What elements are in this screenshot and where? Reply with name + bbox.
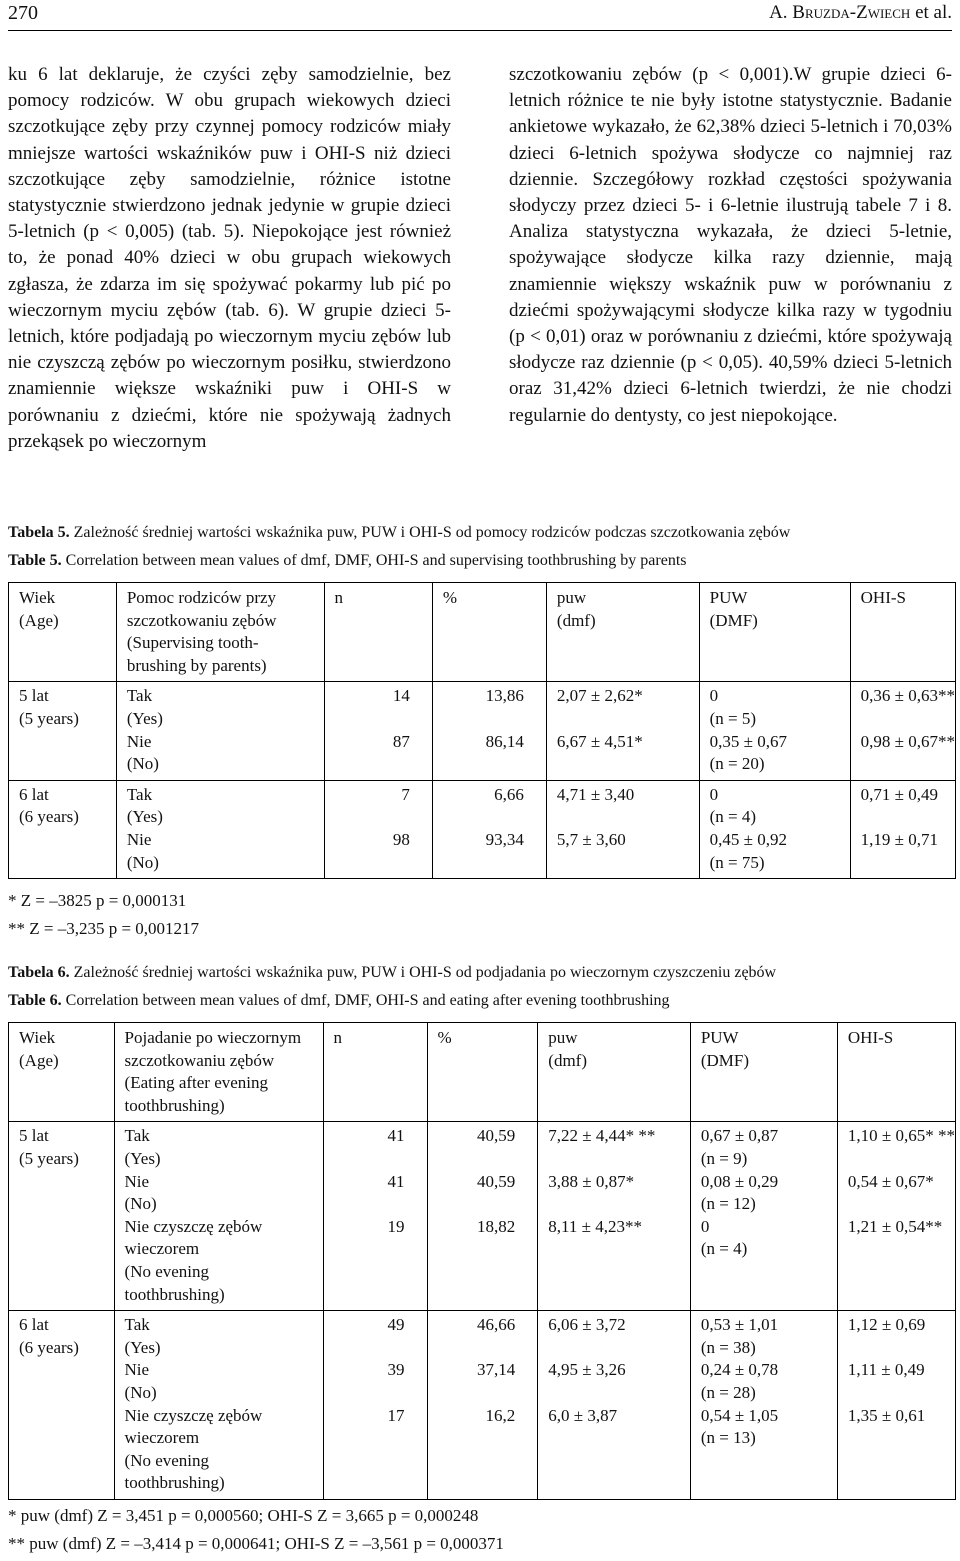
body-text-right-column: szczotkowaniu zębów (p < 0,001).W grupie dzieci 6-letnich różnice te nie były istotne statystycznie. Badanie ankietowe wykazało, że 62,38% dzieci 5-letnich i 70,03% dzieci 6-letnich spożywa słodycze co najmniej raz dziennie. Szczegółowy rozkład częstości spożywania słodyczy przez dzieci 5- i 6-letnie ilustrują tabele 7 i 8. Analiza statystyczna wykazała, że dzieci 5-letnie, spożywające słodycze kilka razy dziennie, mają znamiennie większy wskaźnik puw w porównaniu z dziećmi spożywającymi słodycze kilka razy w tygodniu (p < 0,01) oraz w porównaniu z dziećmi, które spożywają słodycze raz dziennie (p < 0,05). 40,59% dzieci 5-letnich oraz 31,42% dzieci 6-letnich twierdzi, że nie chodzi regularnie do dentysty, co jest niepokojące. xyxy=(509,64,952,426)
cell-line: 0,45 ± 0,92 xyxy=(709,829,787,849)
cell-line: 0,35 ± 0,67 xyxy=(709,731,787,751)
table-row xyxy=(9,1122,956,1311)
cell-line: 19 xyxy=(387,1216,405,1236)
cell-PUW xyxy=(699,682,850,780)
table6-caption-en: Table 6. Correlation between mean values of dmf, DMF, OHI-S and eating after evening toothbrushing xyxy=(8,992,670,1009)
cell-line: 46,66 xyxy=(477,1315,516,1335)
table-header-row xyxy=(9,583,956,682)
header-cell-line: puw xyxy=(556,588,587,607)
cell-line: 1,19 ± 0,71 xyxy=(860,829,938,849)
cell-line: 0,54 ± 0,67* xyxy=(847,1171,934,1191)
cell-line: 93,34 xyxy=(485,829,524,849)
cell-line xyxy=(324,1148,405,1171)
header-cell-age xyxy=(9,583,117,682)
header-cell-line: PUW xyxy=(700,1028,739,1047)
cell-age xyxy=(9,682,117,780)
header-cell-ohis xyxy=(850,583,955,682)
table5-note-1: * Z = –3825 p = 0,000131 xyxy=(8,891,187,910)
cell-line: 6,66 xyxy=(494,784,524,804)
cell-line: 39 xyxy=(387,1360,405,1380)
cell-line xyxy=(548,1337,690,1360)
cell-line: 86,14 xyxy=(485,731,524,751)
header-cell-percent xyxy=(427,1023,538,1122)
table6-note-1: * puw (dmf) Z = 3,451 p = 0,000560; OHI-S Z = 3,665 p = 0,000248 xyxy=(8,1506,479,1525)
cell-line: Tak xyxy=(124,1315,150,1335)
cell-line: toothbrushing) xyxy=(124,1284,225,1304)
cell-line: 1,10 ± 0,65* ** xyxy=(847,1126,955,1146)
cell-line xyxy=(861,806,955,829)
cell-line xyxy=(428,1382,516,1405)
header-cell-line: (DMF) xyxy=(700,1050,749,1070)
cell-line xyxy=(848,1193,955,1216)
header-cell-line: Wiek xyxy=(19,588,56,607)
header-cell-n xyxy=(324,583,432,682)
cell-puw xyxy=(546,682,699,780)
cell-age xyxy=(9,780,117,878)
cell-answer xyxy=(114,1311,323,1500)
cell-line xyxy=(428,1337,516,1360)
cell-line xyxy=(848,1337,955,1360)
cell-line: (No evening xyxy=(124,1450,210,1470)
cell-line: (Yes) xyxy=(126,708,163,728)
cell-line xyxy=(433,708,524,731)
cell-line xyxy=(324,1450,405,1473)
cell-line: (5 years) xyxy=(19,708,79,728)
cell-puw xyxy=(538,1122,691,1311)
cell-line: 0,08 ± 0,29 xyxy=(700,1171,779,1191)
cell-line: 0,71 ± 0,49 xyxy=(860,784,938,804)
cell-line: (n = 38) xyxy=(700,1337,756,1357)
cell-line: (n = 5) xyxy=(709,708,757,728)
cell-line: 6,0 ± 3,87 xyxy=(548,1405,618,1425)
header-cell-line: Pojadanie po wieczornym xyxy=(124,1028,302,1047)
cell-line: Nie xyxy=(124,1360,150,1380)
table5-note-2: ** Z = –3,235 p = 0,001217 xyxy=(8,919,200,938)
cell-line: wieczorem xyxy=(124,1239,200,1259)
cell-PUW xyxy=(699,780,850,878)
header-cell-line: PUW xyxy=(709,588,748,607)
cell-answer xyxy=(116,780,324,878)
cell-line: Tak xyxy=(126,784,153,804)
cell-line: (n = 4) xyxy=(709,807,757,827)
cell-line: 6 lat xyxy=(19,1315,49,1335)
cell-line: (Yes) xyxy=(124,1337,161,1357)
cell-percent xyxy=(427,1122,538,1311)
cell-line: Tak xyxy=(126,686,153,706)
page-number: 270 xyxy=(8,2,38,24)
header-cell-line: n xyxy=(334,588,344,607)
cell-line xyxy=(557,806,699,829)
cell-line xyxy=(325,708,410,731)
cell-line: 0 xyxy=(709,784,719,804)
cell-line xyxy=(428,1450,516,1473)
cell-line xyxy=(848,1261,955,1284)
cell-n xyxy=(324,682,432,780)
cell-line: Nie czyszczę zębów xyxy=(124,1216,263,1236)
cell-line xyxy=(428,1472,516,1495)
cell-age xyxy=(9,1122,115,1311)
cell-line: (6 years) xyxy=(19,807,79,827)
cell-line: 1,12 ± 0,69 xyxy=(847,1315,926,1335)
header-cell-line: % xyxy=(442,588,458,607)
table5 xyxy=(8,582,956,879)
cell-line: wieczorem xyxy=(124,1428,200,1448)
cell-line xyxy=(428,1284,516,1307)
cell-line: toothbrushing) xyxy=(124,1473,225,1493)
cell-line xyxy=(548,1450,690,1473)
cell-line xyxy=(433,753,524,776)
cell-line: 41 xyxy=(387,1171,405,1191)
cell-line: 18,82 xyxy=(477,1216,516,1236)
cell-line: (n = 28) xyxy=(700,1382,756,1402)
header-cell-age xyxy=(9,1023,115,1122)
cell-line: (n = 9) xyxy=(700,1148,748,1168)
cell-line xyxy=(701,1450,837,1473)
header-cell-line: Pomoc rodziców przy xyxy=(126,588,277,607)
cell-line: (Yes) xyxy=(126,807,163,827)
cell-line xyxy=(428,1261,516,1284)
cell-line xyxy=(324,1427,405,1450)
cell-puw xyxy=(546,780,699,878)
cell-line: 0 xyxy=(700,1216,710,1236)
cell-line xyxy=(557,708,699,731)
cell-line: Nie xyxy=(126,829,152,849)
cell-percent xyxy=(432,682,546,780)
cell-line: 8,11 ± 4,23** xyxy=(548,1216,642,1236)
cell-ohis xyxy=(837,1122,955,1311)
body-text-left-column: ku 6 lat deklaruje, że czyści zęby samodzielnie, bez pomocy rodziców. W obu grupach wiekowych dzieci szczotkujące zęby przy czynnej pomocy rodziców miały mniejsze wartości wskaźników puw i OHI-S niż dzieci szczotkujące zęby samodzielnie, różnice istotne statystycznie stwierdzono jednak jedynie w grupie dzieci 5-letnich (p < 0,005) (tab. 5). Niepokojące jest również to, że ponad 40% dzieci w obu grupach wiekowych zgłasza, że zdarza im się spożywać pokarmy lub pić po wieczornym myciu zębów (tab. 6). W grupie dzieci 5-letnich, które podjadają po wieczornym myciu zębów lub nie czyszczą zębów po wieczornym posiłku, stwierdzono znamiennie większe wskaźniki puw i OHI-S w porównaniu z dziećmi, które nie spożywają żadnych przekąsek po wieczornym xyxy=(8,64,451,452)
header-cell-puw xyxy=(546,583,699,682)
cell-line: 6,06 ± 3,72 xyxy=(548,1315,626,1335)
cell-line: Nie czyszczę zębów xyxy=(124,1405,263,1425)
cell-line xyxy=(557,852,699,875)
cell-line xyxy=(548,1472,690,1495)
cell-ohis xyxy=(850,682,955,780)
cell-line: 98 xyxy=(392,829,410,849)
header-cell-line: szczotkowaniu zębów xyxy=(124,1050,275,1070)
cell-line: 37,14 xyxy=(477,1360,516,1380)
cell-line: (No evening xyxy=(124,1261,210,1281)
header-cell-PUW xyxy=(699,583,850,682)
header-cell-line: (dmf) xyxy=(556,610,596,630)
header-cell-line: (Age) xyxy=(19,610,59,630)
cell-line: 0,98 ± 0,67** xyxy=(860,731,955,751)
cell-line xyxy=(548,1261,690,1284)
cell-line: 0 xyxy=(709,686,719,706)
cell-line: Nie xyxy=(124,1171,150,1191)
table6 xyxy=(8,1022,956,1500)
cell-line: 6,67 ± 4,51* xyxy=(556,731,643,751)
cell-line: 40,59 xyxy=(477,1126,516,1146)
cell-line xyxy=(428,1148,516,1171)
cell-line: (n = 75) xyxy=(709,852,765,872)
cell-line xyxy=(324,1382,405,1405)
cell-line: 0,53 ± 1,01 xyxy=(700,1315,779,1335)
cell-line xyxy=(324,1284,405,1307)
cell-line: 87 xyxy=(392,731,410,751)
cell-line xyxy=(428,1427,516,1450)
cell-line xyxy=(325,753,410,776)
header-cell-percent xyxy=(432,583,546,682)
cell-line xyxy=(325,806,410,829)
cell-line xyxy=(548,1238,690,1261)
cell-line: 4,95 ± 3,26 xyxy=(548,1360,626,1380)
table-row xyxy=(9,780,956,878)
cell-line xyxy=(848,1148,955,1171)
cell-line: 0,67 ± 0,87 xyxy=(700,1126,779,1146)
cell-line: 0,24 ± 0,78 xyxy=(700,1360,779,1380)
header-cell-line: % xyxy=(437,1028,452,1047)
cell-line: (Yes) xyxy=(124,1148,161,1168)
header-cell-puw xyxy=(538,1023,691,1122)
cell-line: (No) xyxy=(126,852,159,872)
cell-line xyxy=(848,1450,955,1473)
cell-answer xyxy=(116,682,324,780)
cell-line xyxy=(848,1427,955,1450)
cell-puw xyxy=(538,1311,691,1500)
header-cell-line: Wiek xyxy=(19,1028,56,1047)
cell-line xyxy=(848,1238,955,1261)
cell-line: (n = 12) xyxy=(700,1194,756,1214)
cell-line: 5,7 ± 3,60 xyxy=(556,829,626,849)
cell-line: (6 years) xyxy=(19,1337,79,1357)
cell-line xyxy=(324,1337,405,1360)
cell-line: 6 lat xyxy=(19,784,49,804)
cell-n xyxy=(324,780,432,878)
header-cell-line: (Age) xyxy=(19,1050,59,1070)
header-cell-line: n xyxy=(333,1028,343,1047)
header-cell-line: puw xyxy=(548,1028,578,1047)
cell-line: 0,36 ± 0,63** xyxy=(860,686,955,706)
header-cell-n xyxy=(323,1023,427,1122)
cell-line xyxy=(324,1472,405,1495)
cell-line xyxy=(548,1148,690,1171)
cell-line xyxy=(324,1193,405,1216)
table-header-row xyxy=(9,1023,956,1122)
cell-line: 7,22 ± 4,44* ** xyxy=(548,1126,656,1146)
cell-line xyxy=(548,1427,690,1450)
cell-line xyxy=(557,753,699,776)
table5-caption-en: Table 5. Correlation between mean values of dmf, DMF, OHI-S and supervising toothbrushing by parents xyxy=(8,552,687,569)
cell-percent xyxy=(427,1311,538,1500)
header-cell-line: OHI-S xyxy=(847,1028,894,1047)
cell-line: 5 lat xyxy=(19,686,49,706)
cell-line: 41 xyxy=(387,1126,405,1146)
page-header xyxy=(8,0,952,31)
cell-line xyxy=(548,1284,690,1307)
cell-line xyxy=(701,1261,837,1284)
cell-line: 17 xyxy=(387,1405,405,1425)
cell-line xyxy=(848,1472,955,1495)
table5-caption-pl: Tabela 5. Zależność średniej wartości wskaźnika puw, PUW i OHI-S od pomocy rodziców podczas szczotkowania zębów xyxy=(8,524,791,541)
cell-line: (n = 20) xyxy=(709,754,765,774)
cell-line: 2,07 ± 2,62* xyxy=(556,686,643,706)
cell-line xyxy=(701,1284,837,1307)
cell-line: 13,86 xyxy=(485,686,524,706)
header-cell-line: (Supervising tooth- xyxy=(126,633,259,653)
cell-line xyxy=(433,806,524,829)
cell-line: 1,11 ± 0,49 xyxy=(847,1360,925,1380)
cell-line: (5 years) xyxy=(19,1148,79,1168)
cell-line: (n = 4) xyxy=(700,1239,748,1259)
cell-answer xyxy=(114,1122,323,1311)
header-cell-line: OHI-S xyxy=(860,588,906,607)
cell-PUW xyxy=(690,1311,837,1500)
cell-line xyxy=(324,1238,405,1261)
cell-line xyxy=(861,753,955,776)
cell-percent xyxy=(432,780,546,878)
header-cell-line: (dmf) xyxy=(548,1050,587,1070)
table-row xyxy=(9,1311,956,1500)
table6-caption-pl: Tabela 6. Zależność średniej wartości wskaźnika puw, PUW i OHI-S od podjadania po wieczornym czyszczeniu zębów xyxy=(8,964,777,981)
cell-line xyxy=(433,852,524,875)
cell-line: 16,2 xyxy=(485,1405,516,1425)
cell-line xyxy=(861,852,955,875)
cell-line xyxy=(428,1193,516,1216)
cell-PUW xyxy=(690,1122,837,1311)
cell-line: 0,54 ± 1,05 xyxy=(700,1405,779,1425)
cell-line: (No) xyxy=(124,1382,157,1402)
header-cell-line: (DMF) xyxy=(709,610,758,630)
cell-line: 14 xyxy=(392,686,410,706)
header-cell-ohis xyxy=(837,1023,955,1122)
cell-line: Tak xyxy=(124,1126,150,1146)
cell-line xyxy=(861,708,955,731)
cell-line xyxy=(324,1261,405,1284)
header-cell-answer xyxy=(114,1023,323,1122)
cell-line xyxy=(848,1284,955,1307)
cell-line: 4,71 ± 3,40 xyxy=(556,784,635,804)
cell-line: (n = 13) xyxy=(700,1428,756,1448)
cell-line: 1,21 ± 0,54** xyxy=(847,1216,943,1236)
header-cell-line: (Eating after evening xyxy=(124,1073,269,1093)
cell-line: 1,35 ± 0,61 xyxy=(847,1405,926,1425)
cell-line: 5 lat xyxy=(19,1126,49,1146)
cell-line xyxy=(548,1193,690,1216)
cell-line: Nie xyxy=(126,731,152,751)
cell-line xyxy=(325,852,410,875)
cell-ohis xyxy=(850,780,955,878)
cell-line xyxy=(701,1472,837,1495)
header-cell-line: toothbrushing) xyxy=(124,1095,225,1115)
cell-line xyxy=(848,1382,955,1405)
running-head: A. Bruzda-Zwiech et al. xyxy=(769,2,952,23)
cell-line: (No) xyxy=(126,754,159,774)
cell-line: 49 xyxy=(387,1315,405,1335)
header-cell-answer xyxy=(116,583,324,682)
cell-age xyxy=(9,1311,115,1500)
cell-line xyxy=(428,1238,516,1261)
table6-note-2: ** puw (dmf) Z = –3,414 p = 0,000641; OHI-S Z = –3,561 p = 0,000371 xyxy=(8,1534,504,1553)
cell-line: 7 xyxy=(401,784,410,804)
cell-line: 3,88 ± 0,87* xyxy=(548,1171,635,1191)
header-cell-line: brushing by parents) xyxy=(126,655,267,675)
cell-line: 40,59 xyxy=(477,1171,516,1191)
cell-line: (No) xyxy=(124,1194,157,1214)
cell-n xyxy=(323,1311,427,1500)
header-cell-line: szczotkowaniu zębów xyxy=(126,610,277,630)
cell-line xyxy=(548,1382,690,1405)
cell-ohis xyxy=(837,1311,955,1500)
table-row xyxy=(9,682,956,780)
cell-n xyxy=(323,1122,427,1311)
header-cell-PUW xyxy=(690,1023,837,1122)
